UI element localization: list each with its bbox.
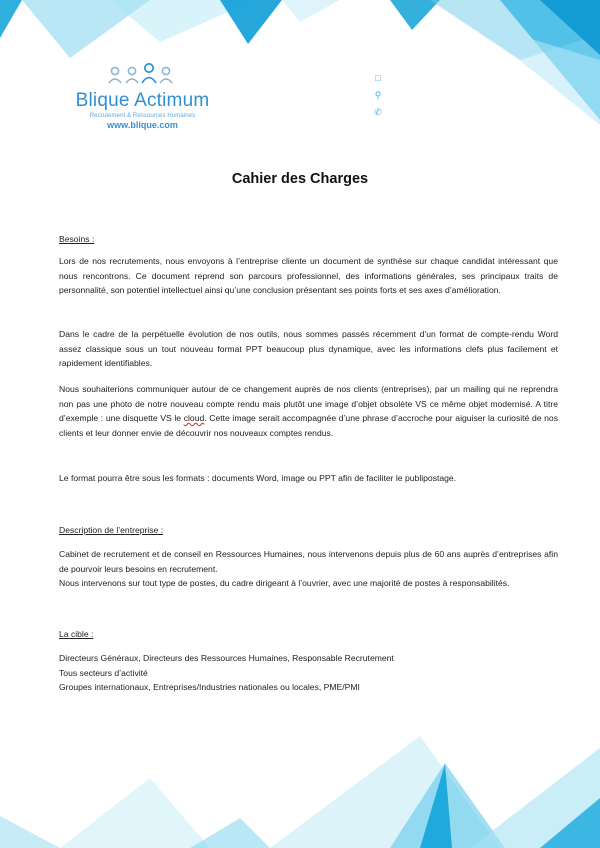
besoins-paragraph-2 [59,327,558,371]
paragraph-text: Nous intervenons sur tout type de postes, du cadre dirigeant à l’ouvrier, avec une majorité de postes à responsabilités. [59,578,510,588]
document-title: Cahier des Charges [231,171,369,187]
cible-heading: La cible : [59,629,94,639]
paragraph-text: Le format pourra être sous les formats : documents Word, image ou PPT afin de faciliter le publipostage. [59,473,457,483]
cible-line: Tous secteurs d’activité [59,667,148,678]
paragraph-segment: . Cette image serait accompagnée d’une phrase d’accroche pour aiguiser la curiosité de nos clients et leur donner envie de découvrir nos nouveaux comptes rendus. [59,413,558,438]
brand-tagline: Recrutement & Ressources Humaines [89,113,196,119]
description-heading: Description de l’entreprise : [59,525,164,535]
paragraph-text: Lors de nos recrutements, nous envoyons à l’entreprise cliente un document de synthèse sur chaque candidat intéressant que nous rencontrons. Ce document reprend son parcours professionnel, des informations générales, ses principaux traits de personnalité, son potentiel intellectuel ainsi qu’une conclusion présentant ses points forts et ses axes d’amélioration. [59,256,558,296]
brand-name: Blique Actimum [75,90,210,111]
paragraph-text [59,382,558,440]
besoins-paragraph-1 [59,254,558,298]
cible-line: Groupes internationaux, Entreprises/Industries nationales ou locales, PME/PMI [59,682,360,693]
paragraph-segment: Nous souhaiterions communiquer autour de ce changement auprès de nos clients (entreprises), par un mailing qui ne reprendra non pas une photo de notre nouveau compte rendu mais plutôt une image d’objet obsolète VS ce même objet modernisé. A titre d’exemple : une disquette VS le [59,384,558,424]
description-heading-block [59,523,558,538]
besoins-paragraph-3 [59,382,558,440]
company-logo [70,62,215,131]
spellcheck-word: cloud [183,413,205,424]
description-paragraph-1 [59,547,558,576]
cible-list [59,651,558,695]
contact-icons [373,72,383,123]
phone-icon: □ [375,73,381,83]
people-logo-icon [103,62,183,86]
besoins-heading-block [59,232,558,247]
paragraph-text: Cabinet de recrutement et de conseil en Ressources Humaines, nous intervenons depuis plus de 60 ans auprès d’entreprises afin de pourvoir leurs besoins en recrutement. [59,549,558,574]
phone-handset-icon: ✆ [374,107,382,117]
location-pin-icon: ⚲ [374,90,382,100]
besoins-paragraph-4 [59,471,558,486]
paragraph-text: Dans le cadre de la perpétuelle évolution de nos outils, nous sommes passés récemment d’un format de compte-rendu Word assez classique sous un tout nouveau format PPT beaucoup plus dynamique, avec les informations clefs plus facilement et rapidement identifiables. [59,329,558,369]
cible-heading-block [59,627,558,642]
brand-url: www.blique.com [107,120,178,130]
cible-line: Directeurs Généraux, Directeurs des Ressources Humaines, Responsable Recrutement [59,653,394,663]
bottom-decoration [0,708,600,848]
description-paragraph-2 [59,576,558,591]
besoins-heading: Besoins : [59,234,95,244]
